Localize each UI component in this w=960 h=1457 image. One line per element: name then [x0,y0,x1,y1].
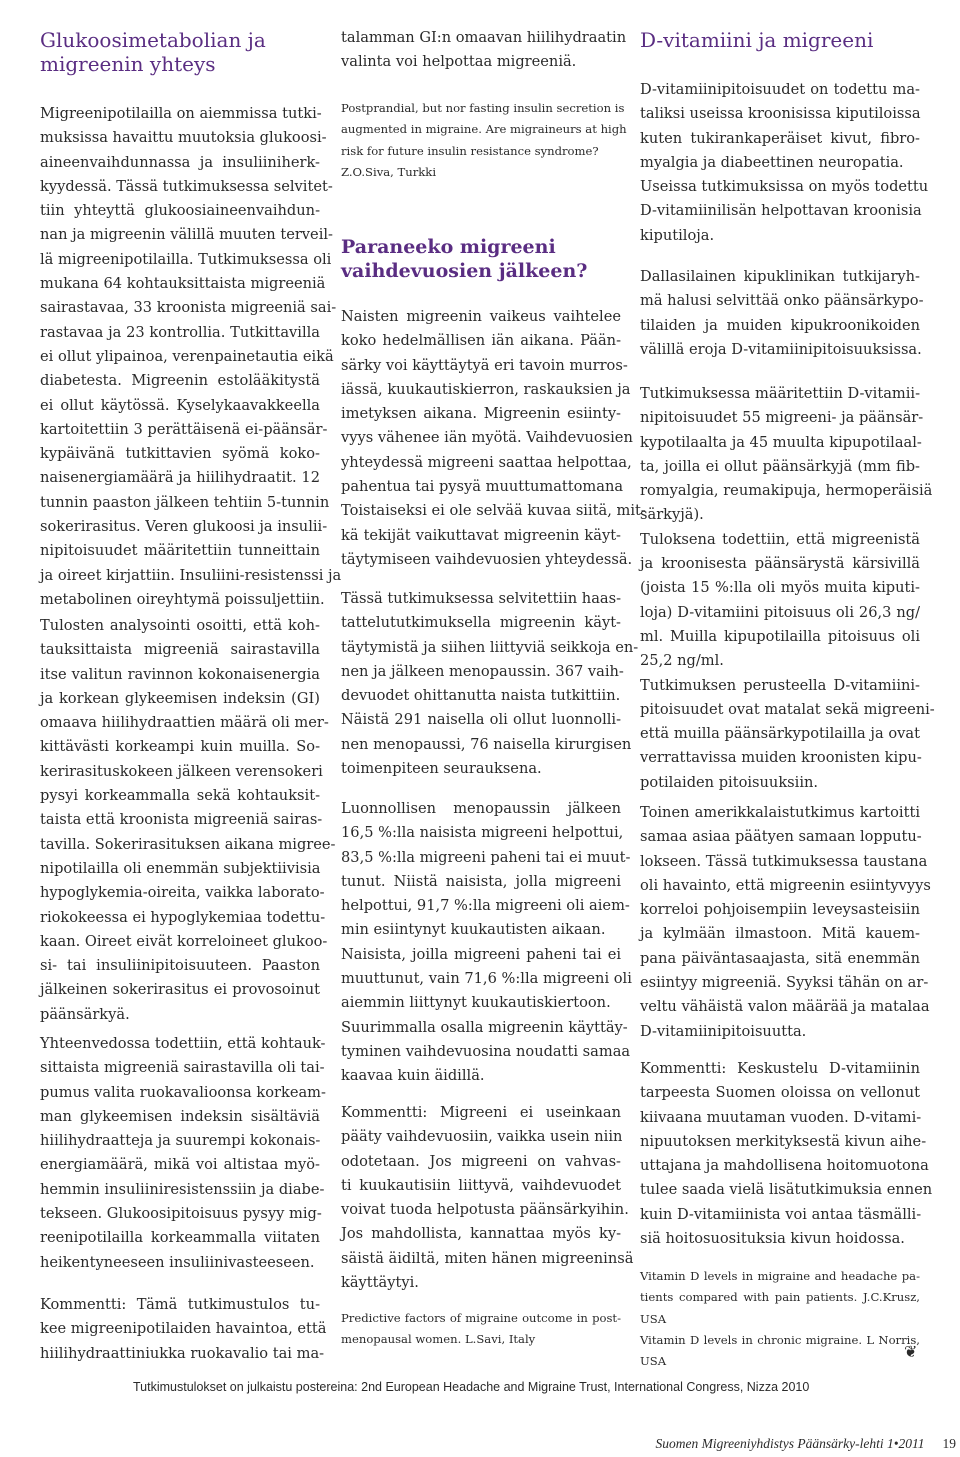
text-line: riokokeessa ei hypoglykemiaa todettu- [40,908,326,926]
text-line: hiilihydraatteja ja suurempi kokonais- [40,1132,321,1150]
text-line: Jos mahdollista, kannattaa myös ky- [341,1225,621,1243]
text-line: esiintyy migreeniä. Syyksi tähän on ar- [640,974,929,992]
article-title-vitamin-d: D-vitamiini ja migreeni [640,28,874,52]
text-line: tunnin paaston jälkeen tehtiin 5-tunnin [40,493,330,511]
text-line: man glykeemisen indeksin sisältäviä [40,1107,320,1125]
text-line: metabolinen oireyhtymä poissuljettiin. [40,590,325,608]
page-number: 19 [942,1436,956,1451]
paragraph [341,305,646,572]
text-line: pääty vaihdevuosiin, vaikka usein niin [341,1128,623,1146]
text-line: pitoisuudet ovat matalat sekä migreeni- [640,700,935,718]
text-line: Tutkimuksen perusteella D-vitamiini- [640,676,920,694]
paragraph-comment [640,1057,933,1251]
paragraph [640,265,924,362]
text-line: (joista 15 %:lla oli myös muita kiputi- [640,579,920,597]
text-line: Luonnollisen menopaussin jälkeen [341,800,621,817]
text-line: nen ja jälkeen menopaussin. 367 vaih- [341,662,624,680]
page-footer [620,1436,960,1452]
text-line: kuin D-vitamiinista voi antaa täsmälli- [640,1205,922,1223]
text-line: energiamäärä, mikä voi altistaa myö- [40,1156,320,1174]
text-line: ta, joilla ei ollut päänsärkyjä (mm fib- [640,457,920,475]
text-line: Tuloksena todettiin, että migreenistä [640,530,920,548]
text-line: Näistä 291 naisella oli ollut luonnolli- [341,711,621,729]
text-line: lokseen. Tässä tutkimuksessa taustana [640,852,928,870]
text-line: romyalgia, reumakipuja, hermoperäisiä [640,482,933,500]
text-line: aineenvaihdunnassa ja insuliiniherk- [40,153,320,171]
text-line: ja korkean glykeemisen indeksin (GI) [40,689,320,707]
text-line: Useissa tutkimuksissa on myös todettu [640,178,929,196]
article-title-glucose: Glukoosimetabolian ja migreenin yhteys [40,28,266,76]
text-line: Yhteenvedossa todettiin, että kohtauk- [40,1035,326,1052]
text-line: sokerirasitus. Veren glukoosi ja insulii- [40,518,328,536]
text-line: särky voi käyttäytyä eri tavoin murros- [341,356,628,374]
paragraph [341,797,632,1089]
text-line: pahentua tai pysyä muuttumattomana [341,478,624,496]
text-line: kee migreenipotilaiden havaintoa, että [40,1320,327,1338]
text-line: lä migreenipotilailla. Tutkimuksessa oli [40,250,332,268]
text-line: risk for future insulin resistance syndrome? [341,143,599,158]
text-line: Naisista, joilla migreeni paheni tai ei [341,945,621,963]
text-line: Toistaiseksi ei ole selvää kuvaa siitä, mit- [341,502,646,520]
text-line: hiilihydraattiniukka ruokavalio tai ma- [40,1344,325,1362]
text-line: taliksi useissa kroonisissa kiputiloissa [640,105,921,123]
text-line: si- tai insuliinipitoisuuteen. Paaston [40,957,320,975]
text-line: veltu vähäistä valon määrää ja matalaa [640,998,930,1016]
text-line: USA [640,1354,667,1369]
text-line: loja) D-vitamiini pitoisuus oli 26,3 ng/ [640,603,920,621]
text-line: kypotilaalta ja 45 muulta kipupotilaal- [640,433,922,451]
text-line: imetyksen aikana. Migreenin esiinty- [341,405,621,423]
text-line: tauksittaista migreeniä sairastavilla [40,641,320,659]
text-line: 83,5 %:lla migreeni paheni tai ei muut- [341,848,631,866]
paragraph [640,382,935,795]
text-line: jälkeinen sokerirasitus ei provosoinut [40,981,320,999]
text-line: Tässä tutkimuksessa selvitettiin haas- [341,590,622,607]
text-line: yhteydessä migreeni saattaa helpottaa, [341,453,632,471]
text-line: kaan. Oireet eivät korreloineet glukoo- [40,932,328,950]
text-line: korreloi pohjoisempiin leveysasteisiin [640,901,920,919]
text-line: voivat tuoda helpotusta päänsärkyihin. [341,1201,629,1219]
text-line: nipitoisuudet määritettiin tunneittain [40,542,320,560]
text-line: ti kuukautisiin liittyvä, vaihdevuodet [341,1176,621,1194]
text-line: USA [640,1311,667,1326]
text-line: ja kylmään ilmastoon. Mitä kauem- [640,925,920,943]
text-line: Toinen amerikkalaistutkimus kartoitti [640,804,920,821]
text-line: ei ollut käytössä. Kyselykaavakkeella [40,396,320,414]
text-line: Migreenipotilailla on aiemmissa tutki- [40,105,322,122]
text-line: nipuutoksen merkityksestä kivun aihe- [640,1132,927,1150]
text-line: ja kroonisesta päänsärystä kärsivillä [640,555,920,573]
text-line: valinta voi helpottaa migreeniä. [341,53,577,71]
text-line: koko hedelmällisen iän aikana. Pään- [341,332,621,350]
text-line: itse valitun ravinnon kokonaisenergia [40,665,320,683]
text-line: 25,2 ng/ml. [640,652,724,670]
text-line: mukana 64 kohtauksittaista migreeniä [40,275,326,293]
text-line: helpottui, 91,7 %:lla migreeni oli aiem- [341,897,630,915]
paragraph-comment [40,1293,327,1366]
text-line: kypäivänä tutkittavien syömä koko- [40,445,320,463]
text-line: Suurimmalla osalla migreenin käyttäy- [341,1018,628,1036]
text-line: nen menopaussi, 76 naisella kirurgisen [341,735,632,753]
paragraph [40,102,342,612]
text-line: ja oireet kirjattiin. Insuliini-resistenssi ja [40,566,342,584]
text-line: potilaiden pitoisuuksiin. [640,773,819,791]
text-line: Tutkimuksessa määritettiin D-vitamii- [640,385,921,402]
text-line: tiin yhteyttä glukoosiaineenvaihdun- [40,202,320,220]
text-line: mä halusi selvittää onko päänsärkypo- [640,292,924,310]
text-line: nipitoisuudet 55 migreeni- ja päänsär- [640,409,924,427]
text-line: tunut. Niistä naisista, jolla migreeni [341,872,621,890]
text-line: kerirasituskokeen jälkeen verensokeri [40,762,323,780]
text-line: tattelututkimuksella migreenin käyt- [341,614,621,632]
text-line: tients compared with pain patients. J.C.Krusz, [640,1290,920,1305]
text-line: vyys vähenee iän myötä. Vaihdevuosien [341,429,633,447]
text-line: heikentyneeseen insuliinivasteeseen. [40,1253,315,1271]
text-line: menopausal women. L.Savi, Italy [341,1332,536,1347]
article-title-menopause: Paraneeko migreeni vaihdevuosien jälkeen? [341,236,588,282]
text-line: myalgia ja diabeettinen neuropatia. [640,153,904,171]
text-line: muksissa havaittu muutoksia glukoosi- [40,129,327,147]
text-line: D-vitamiinipitoisuudet on todettu ma- [640,81,920,98]
text-line: oli havainto, että migreenin esiintyvyys [640,876,931,894]
text-line: särkyjä). [640,506,704,524]
text-line: tyminen vaihdevuosina noudatti samaa [341,1042,631,1060]
text-line: D-vitamiinilisän helpottavan kroonisia [640,202,922,220]
text-line: ml. Muilla kipupotilailla pitoisuus oli [640,627,920,645]
text-line: kiputiloja. [640,226,715,244]
text-line: kartoitettiin 3 perättäisenä ei-päänsär- [40,420,328,438]
text-line: tavilla. Sokerirasituksen aikana migree- [40,835,336,853]
text-line: D-vitamiinipitoisuutta. [640,1022,807,1040]
reference-text [341,98,627,183]
text-line: aiemmin liittynyt kuukautiskiertoon. [341,994,611,1012]
text-line: Naisten migreenin vaikeus vaihtelee [341,308,621,325]
text-line: siä hoitosuosituksia kivun hoidossa. [640,1230,905,1248]
text-line: Kommentti: Migreeni ei useinkaan [341,1104,621,1121]
text-line: devuodet ohittanutta naista tutkittiin. [341,687,621,705]
text-line: hypoglykemia-oireita, vaikka laborato- [40,884,325,902]
text-line: Kommentti: Keskustelu D-vitamiinin [640,1060,920,1077]
text-line: Dallasilainen kipuklinikan tutkijaryh- [640,268,920,285]
text-line: nan ja migreenin välillä muuten terveil- [40,226,333,244]
text-line: käyttäytyi. [341,1274,419,1292]
text-line: pana päiväntasaajasta, sitä enemmän [640,949,920,967]
text-line: talamman GI:n omaavan hiilihydraatin [341,29,627,46]
text-line: kaavaa kuin äidillä. [341,1067,485,1085]
text-line: toimenpiteen seurauksena. [341,760,542,778]
text-line: kittävästi korkeampi kuin muilla. So- [40,738,320,756]
text-line: taista että kroonista migreeniä sairas- [40,811,323,829]
reference-text [640,1266,920,1372]
publication-name: Suomen Migreeniyhdistys Päänsärky-lehti 1•2011 [655,1436,925,1451]
fleuron-icon: ❦ [904,1342,918,1361]
paragraph [40,1032,326,1275]
text-line: välillä eroja D-vitamiinipitoisuuksissa. [640,340,922,358]
text-line: Tulosten analysointi osoitti, että koh- [40,617,320,634]
text-line: kyydessä. Tässä tutkimuksessa selvitet- [40,177,333,195]
text-line: samaa asiaa päätyen samaan lopputu- [640,828,922,846]
text-line: hemmin insuliiniresistenssiin ja diabe- [40,1180,325,1198]
text-line: täytymistä ja siihen liittyviä seikkoja en- [341,638,639,656]
text-line: odotetaan. Jos migreeni on vahvas- [341,1152,621,1170]
text-line: Predictive factors of migraine outcome in post- [341,1311,621,1325]
text-line: päänsärkyä. [40,1005,130,1023]
text-line: Vitamin D levels in chronic migraine. L Norris, [640,1332,920,1347]
text-line: Postprandial, but nor fasting insulin secretion is [341,101,625,115]
text-line: Vitamin D levels in migraine and headache pa- [640,1269,920,1283]
paragraph [640,78,929,248]
text-line: iässä, kuukautiskierron, raskauksien ja [341,380,631,398]
text-line: kuten tukirankaperäiset kivut, fibro- [640,129,920,147]
text-line: uttajana ja mahdollisena hoitomuotona [640,1157,929,1175]
text-line: pysyi korkeammalla sekä kohtauksit- [40,787,320,805]
paragraph [40,614,336,1027]
text-line: verrattavissa muiden kroonisten kipu- [640,749,922,767]
text-line: tekseen. Glukoosipitoisuus pysyy mig- [40,1205,322,1223]
paragraph [341,26,627,75]
text-line: reenipotilailla korkeammalla viitaten [40,1229,320,1247]
paragraph [341,587,639,781]
text-line: naisenergiamäärä ja hiilihydraatit. 12 [40,469,320,487]
text-line: pumus valita ruokavalioonsa korkeam- [40,1083,326,1101]
text-line: rastavaa ja 23 kontrollia. Tutkittavilla [40,323,320,341]
text-line: Kommentti: Tämä tutkimustulos tu- [40,1296,320,1313]
text-line: kiivaana muutaman vuoden. D-vitami- [640,1108,922,1126]
text-line: säistä äidiltä, miten hänen migreeninsä [341,1249,634,1267]
text-line: että muilla päänsärkypotilailla ja ovat [640,725,920,743]
text-line: diabetesta. Migreenin estolääkitystä [40,372,320,390]
reference-text [341,1308,621,1351]
text-line: min esiintynyt kuukautisten aikaan. [341,921,606,939]
footer-note: Tutkimustulokset on julkaistu postereina: 2nd European Headache and Migraine Trust, International Congress, Nizza 2010 [133,1380,810,1394]
text-line: muuttunut, vain 71,6 %:lla migreeni oli [341,970,632,988]
paragraph [640,801,931,1044]
text-line: sairastavaa, 33 kroonista migreeniä sai- [40,299,337,317]
text-line: tarpeesta Suomen oloissa on vellonut [640,1084,920,1102]
text-line: omaava hiilihydraattien määrä oli mer- [40,714,329,732]
text-line: tulee saada vielä lisätutkimuksia ennen [640,1181,933,1199]
text-line: täytymiseen vaihdevuosien yhteydessä. [341,550,633,568]
text-line: kä tekijät vaikuttavat migreenin käyt- [341,526,621,544]
text-line: augmented in migraine. Are migraineurs at high [341,122,627,137]
paragraph-comment [341,1101,634,1295]
text-line: sittaista migreeniä sairastavilla oli tai- [40,1059,325,1077]
text-line: tilaiden ja muiden kipukroonikoiden [640,316,920,334]
text-line: Z.O.Siva, Turkki [341,164,437,179]
text-line: 16,5 %:lla naisista migreeni helpottui, [341,824,624,842]
text-line: nipotilailla oli enemmän subjektiivisia [40,859,321,877]
text-line: ei ollut ylipainoa, verenpainetautia eikä [40,347,334,365]
